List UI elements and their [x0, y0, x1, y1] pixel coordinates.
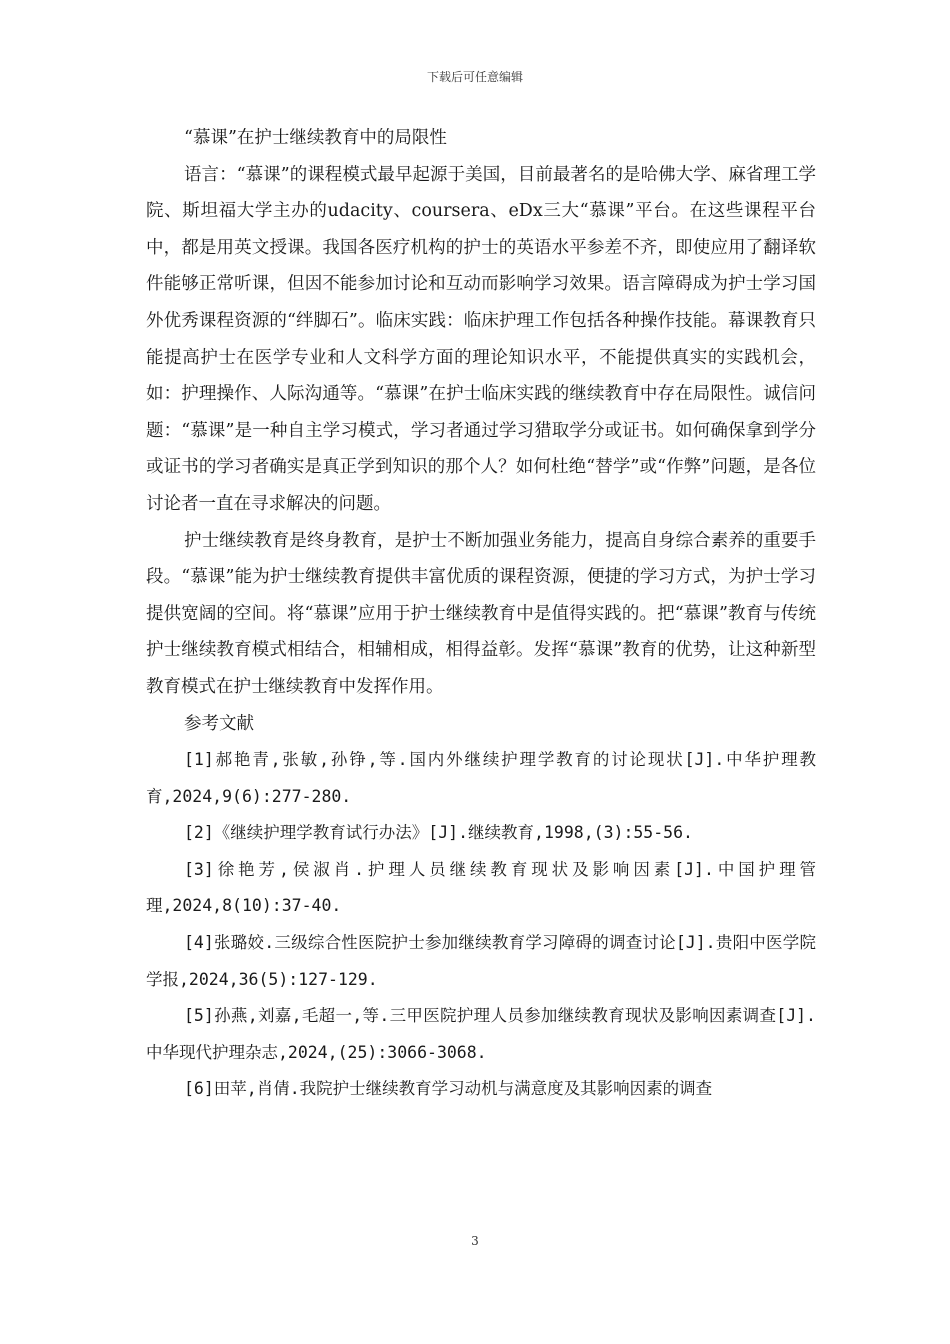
document-body: [146, 120, 816, 1108]
reference-item: [1]郝艳青,张敏,孙铮,等.国内外继续护理学教育的讨论现状[J].中华护理教育,2024,9(6):277-280.: [146, 750, 816, 806]
body-paragraph: 护士继续教育是终身教育，是护士不断加强业务能力，提高自身综合素养的重要手段。“慕课”能为护士继续教育提供丰富优质的课程资源，便捷的学习方式，为护士学习提供宽阔的空间。将“慕课”应用于护士继续教育中是值得实践的。把“慕课”教育与传统护士继续教育模式相结合，相辅相成，相得益彰。发挥“慕课”教育的优势，让这种新型教育模式在护士继续教育中发挥作用。: [146, 530, 816, 697]
section-title: “慕课”在护士继续教育中的局限性: [184, 128, 447, 148]
reference-item: [2]《继续护理学教育试行办法》[J].继续教育,1998,(3):55-56.: [184, 823, 693, 843]
page-header: 下载后可任意编辑: [426, 70, 523, 84]
reference-item: [6]田苹,肖倩.我院护士继续教育学习动机与满意度及其影响因素的调查: [184, 1079, 713, 1099]
reference-item: [3]徐艳芳,侯淑肖.护理人员继续教育现状及影响因素[J].中国护理管理,2024,8(10):37-40.: [146, 859, 816, 916]
body-paragraph: 语言：“慕课”的课程模式最早起源于美国，目前最著名的是哈佛大学、麻省理工学院、斯坦福大学主办的udacity、coursera、eDx三大“慕课”平台。在这些课程平台中，都是用英文授课。我国各医疗机构的护士的英语水平参差不齐，即使应用了翻译软件能够正常听课，但因不能参加讨论和互动而影响学习效果。语言障碍成为护士学习国外优秀课程资源的“绊脚石”。临床实践：临床护理工作包括各种操作技能。幕课教育只能提高护士在医学专业和人文科学方面的理论知识水平，不能提供真实的实践机会，如：护理操作、人际沟通等。“慕课”在护士临床实践的继续教育中存在局限性。诚信问题：“慕课”是一种自主学习模式，学习者通过学习猎取学分或证书。如何确保拿到学分或证书的学习者确实是真正学到知识的那个人？如何杜绝“替学”或“作弊”问题，是各位讨论者一直在寻求解决的问题。: [146, 164, 816, 514]
references-heading: 参考文献: [184, 713, 254, 734]
reference-item: [5]孙燕,刘嘉,毛超一,等.三甲医院护理人员参加继续教育现状及影响因素调查[J].中华现代护理杂志,2024,(25):3066-3068.: [146, 1006, 816, 1062]
page-number: 3: [471, 1234, 479, 1248]
reference-item: [4]张璐姣.三级综合性医院护士参加继续教育学习障碍的调查讨论[J].贵阳中医学院学报,2024,36(5):127-129.: [146, 933, 816, 989]
